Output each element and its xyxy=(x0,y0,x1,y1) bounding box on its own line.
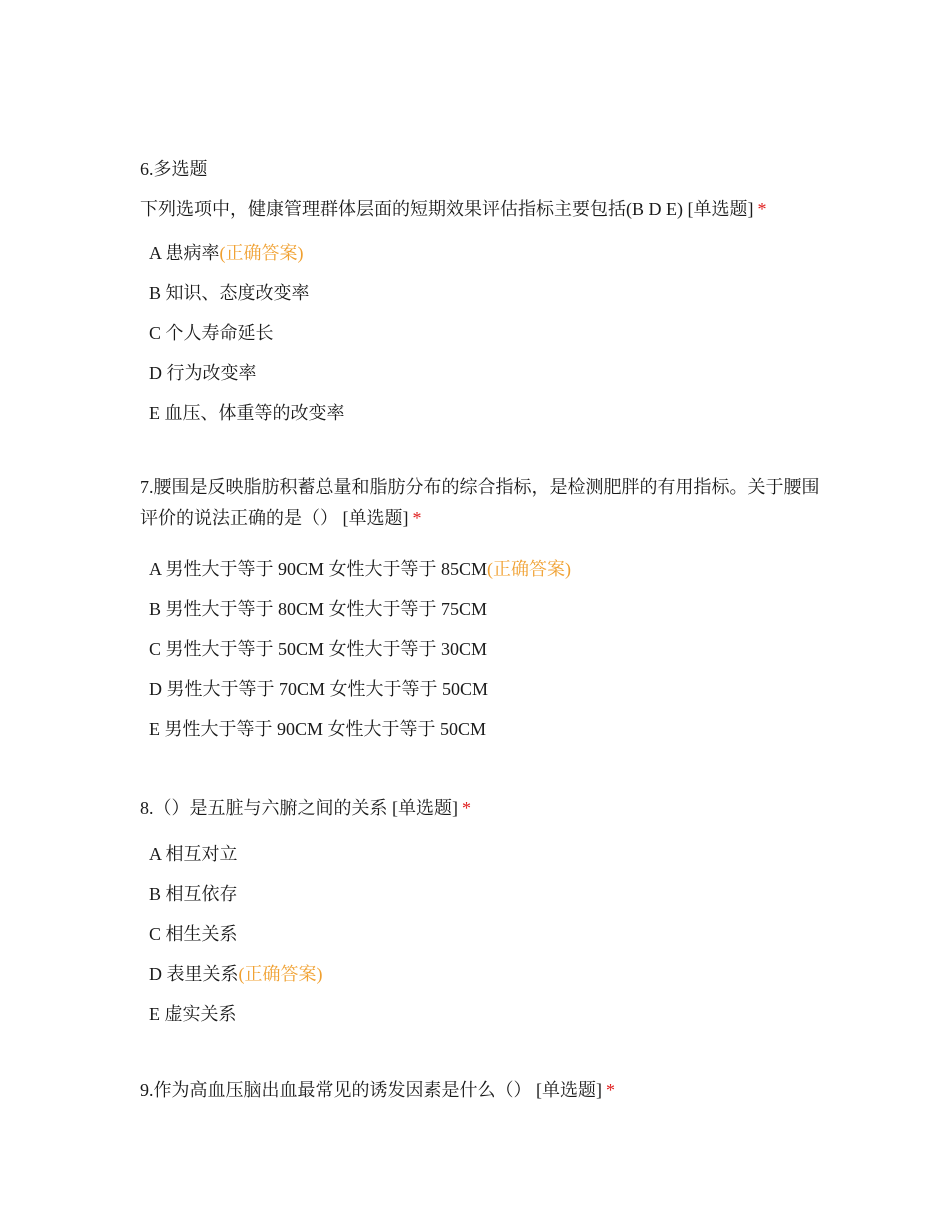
option-c[interactable] xyxy=(140,914,820,954)
question-text-content: 8.（）是五脏与六腑之间的关系 [单选题] xyxy=(140,798,458,818)
required-mark: * xyxy=(412,508,422,528)
question-text-content: 下列选项中，健康管理群体层面的短期效果评估指标主要包括(B D E) [单选题] xyxy=(140,199,754,219)
option-c[interactable] xyxy=(140,313,820,353)
option-label: D 行为改变率 xyxy=(149,363,257,383)
option-label: A 患病率 xyxy=(149,243,220,263)
option-d[interactable] xyxy=(140,669,820,709)
option-e[interactable] xyxy=(140,994,820,1034)
question-text-content: 9.作为高血压脑出血最常见的诱发因素是什么（） [单选题] xyxy=(140,1080,602,1100)
option-label: D 表里关系 xyxy=(149,964,239,984)
question-text-content: 7.腰围是反映脂肪积蓄总量和脂肪分布的综合指标，是检测肥胖的有用指标。关于腰围评价的说法正确的是（） [单选题] xyxy=(140,477,820,528)
option-label: B 男性大于等于 80CM 女性大于等于 75CM xyxy=(149,599,488,619)
option-label: C 男性大于等于 50CM 女性大于等于 30CM xyxy=(149,639,488,659)
option-b[interactable] xyxy=(140,273,820,313)
option-b[interactable] xyxy=(140,874,820,914)
question-7 xyxy=(140,472,820,749)
question-text xyxy=(140,1070,820,1110)
question-6 xyxy=(140,149,820,433)
question-text xyxy=(140,189,820,229)
option-label: E 男性大于等于 90CM 女性大于等于 50CM xyxy=(149,719,487,739)
question-8 xyxy=(140,788,820,1034)
option-label: B 知识、态度改变率 xyxy=(149,283,310,303)
option-e[interactable] xyxy=(140,393,820,433)
option-d[interactable] xyxy=(140,353,820,393)
question-9 xyxy=(140,1070,820,1110)
question-heading: 6.多选题 xyxy=(140,159,208,179)
option-a[interactable] xyxy=(140,233,820,273)
option-d[interactable] xyxy=(140,954,820,994)
option-b[interactable] xyxy=(140,589,820,629)
correct-answer-tag: (正确答案) xyxy=(238,964,323,984)
question-text xyxy=(140,472,820,534)
option-label: E 血压、体重等的改变率 xyxy=(149,403,345,423)
required-mark: * xyxy=(606,1080,615,1100)
option-label: D 男性大于等于 70CM 女性大于等于 50CM xyxy=(149,679,489,699)
option-a[interactable] xyxy=(140,549,820,589)
option-label: C 相生关系 xyxy=(149,924,238,944)
option-label: A 男性大于等于 90CM 女性大于等于 85CM xyxy=(149,559,488,579)
option-label: C 个人寿命延长 xyxy=(149,323,274,343)
option-c[interactable] xyxy=(140,629,820,669)
option-e[interactable] xyxy=(140,709,820,749)
question-text xyxy=(140,788,820,828)
option-label: E 虚实关系 xyxy=(149,1004,237,1024)
option-a[interactable] xyxy=(140,834,820,874)
required-mark: * xyxy=(757,199,767,219)
required-mark: * xyxy=(462,798,471,818)
correct-answer-tag: (正确答案) xyxy=(219,243,304,263)
option-label: A 相互对立 xyxy=(149,844,238,864)
correct-answer-tag: (正确答案) xyxy=(487,559,572,579)
option-label: B 相互依存 xyxy=(149,884,238,904)
